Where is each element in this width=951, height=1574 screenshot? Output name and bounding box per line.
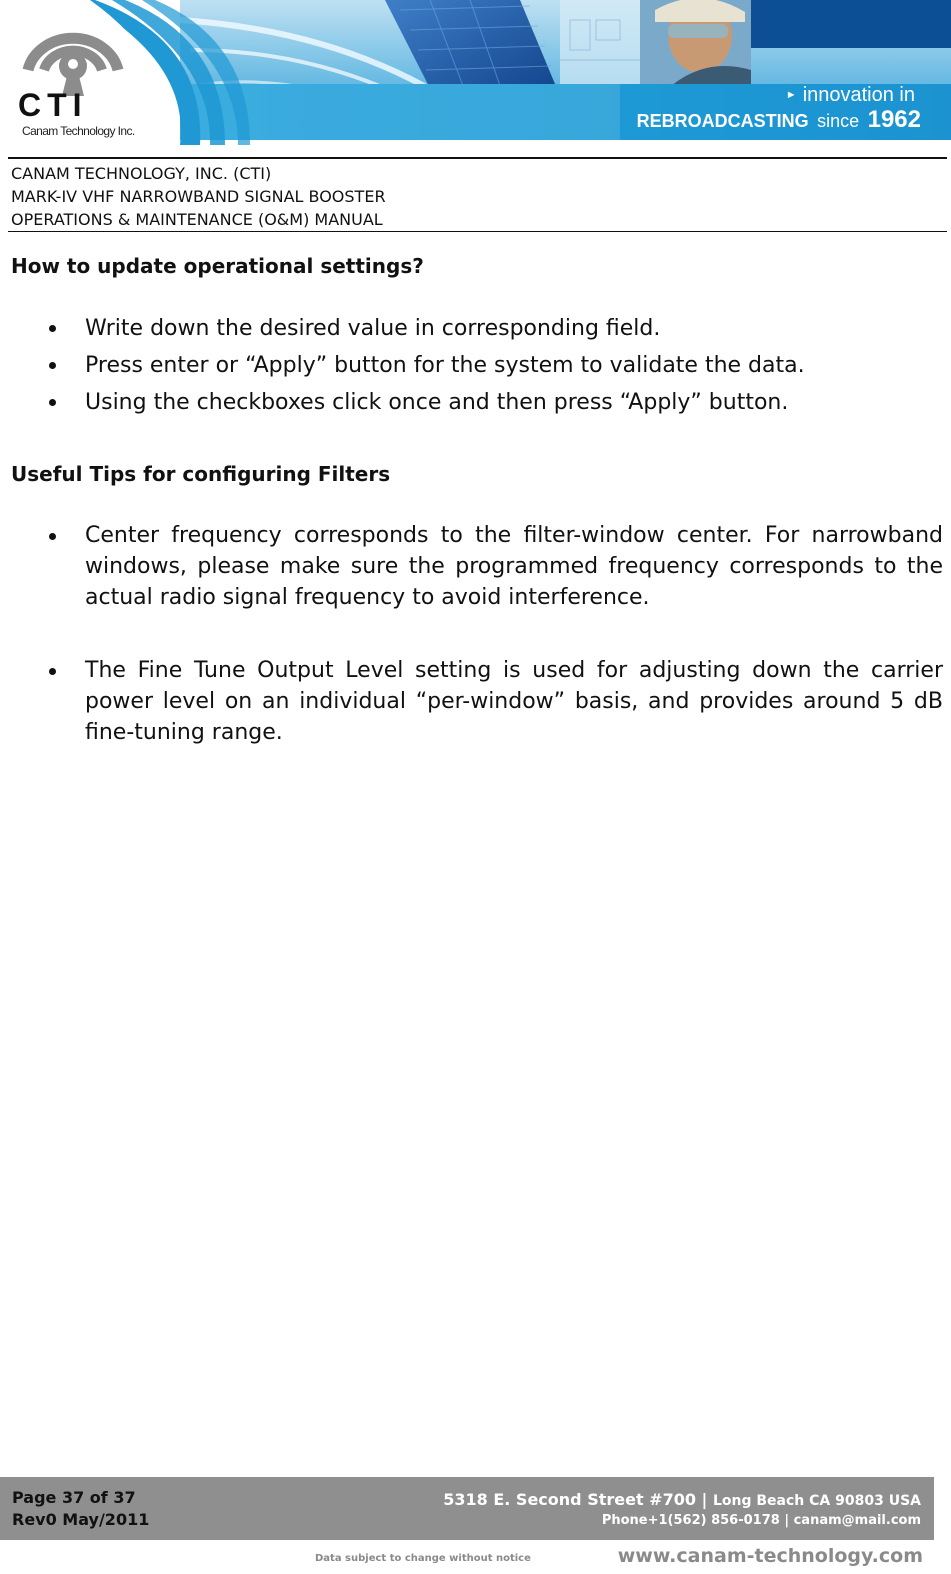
tagline-since: since [817, 111, 860, 131]
header-rule-top [8, 157, 947, 159]
logo-company-name: Canam Technology Inc. [22, 124, 135, 138]
contact-line: Phone+1(562) 856-0178 | canam@mail.com [601, 1513, 921, 1528]
disclaimer-notice: Data subject to change without notice [315, 1553, 531, 1564]
tagline-line-1: ► innovation in [785, 84, 915, 106]
website-link[interactable]: www.canam-technology.com [617, 1545, 923, 1567]
tagline-line-2 [637, 106, 921, 134]
list-item: Press enter or “Apply” button for the system to validate the data. [0, 347, 951, 384]
document-header [11, 162, 386, 231]
section-heading-filter-tips: Useful Tips for configuring Filters [11, 462, 391, 486]
header-company: CANAM TECHNOLOGY, INC. (CTI) [11, 164, 272, 183]
tagline-year: 1962 [867, 106, 921, 133]
filter-tips-list-continued [0, 655, 951, 748]
logo-wordmark: CTI [18, 87, 88, 123]
section-heading-update-settings: How to update operational settings? [11, 254, 424, 278]
filter-tips-list [0, 520, 951, 613]
bullet-icon [49, 668, 56, 675]
bullet-icon [49, 399, 56, 406]
header-manual: OPERATIONS & MAINTENANCE (O&M) MANUAL [11, 210, 383, 229]
update-settings-list [0, 310, 951, 421]
play-arrow-icon: ► [785, 89, 797, 101]
list-item: The Fine Tune Output Level setting is used for adjusting down the carrier power level on an individual “per-window” basis, and provides around 5 dB fine-tuning range. [0, 655, 951, 748]
header-banner [0, 0, 951, 145]
footer-page-info [12, 1487, 149, 1531]
bullet-icon [49, 533, 56, 540]
header-rule-bottom [8, 231, 947, 232]
header-product: MARK-IV VHF NARROWBAND SIGNAL BOOSTER [11, 187, 386, 206]
revision: Rev0 May/2011 [12, 1510, 150, 1529]
tagline-word: REBROADCASTING [636, 111, 809, 131]
page-number: Page 37 of 37 [12, 1488, 136, 1507]
address-line: 5318 E. Second Street #700 | Long Beach CA 90803 USA [443, 1490, 921, 1509]
bullet-icon [49, 325, 56, 332]
list-item: Using the checkboxes click once and then press “Apply” button. [0, 384, 951, 421]
list-item: Center frequency corresponds to the filter-window center. For narrowband windows, please make sure the programmed frequency corresponds to the actual radio signal frequency to avoid interference. [0, 520, 951, 613]
bullet-icon [49, 362, 56, 369]
footer-address [443, 1489, 921, 1530]
list-item: Write down the desired value in corresponding field. [0, 310, 951, 347]
